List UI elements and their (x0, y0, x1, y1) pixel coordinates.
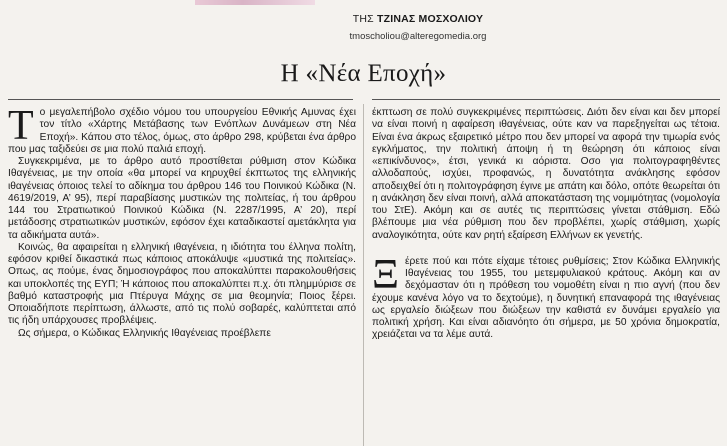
paragraph-2: Συγκεκριμένα, με το άρθρο αυτό προστίθεται ρύθμιση στον Κώδικα Ιθαγένειας, με την οποία «θα μπορεί να κηρυχθεί έκπτωτος της ελληνικής ιθαγένειας όποιος τελεί το αδίκημα του άρθρου 146 του Ποινικού Κώδικα (Ν. 4619/2019, Α’ 95), περί παραβίασης μυστικών της πολιτείας, ή του άρθρου 144 του Στρατιωτικού Ποινικού Κώδικα (Ν. 2287/1995, Α’ 20), περί μετάδοσης στρατιωτικών μυστικών, εφόσον έχει καταδικαστεί αμετάκλητα για τα αδικήματα αυτά». (8, 156, 356, 241)
dropcap-right: Ξ (372, 251, 400, 298)
author-email[interactable]: tmoscholiou@alteregomedia.org (349, 31, 487, 42)
header-image-strip (195, 0, 315, 5)
paragraph-3: Κοινώς, θα αφαιρείται η ελληνική ιθαγένεια, η ιδιότητα του έλληνα πολίτη, εφόσον κριθεί δικαστικά πως κάποιος αποκάλυψε «μυστικά της πολιτείας». Οπως, ας πούμε, ένας δημοσιογράφος που αποκαλύπτει παρακολουθήσεις και υποκλοπές της ΕΥΠ; Ή κάποιος που αποκαλύπτει π.χ. ότι πλημμύρισε σε βαθμό καταστροφής μια Πτέρυγα Μάχης σε μια θεομηνία; Ποιος ξέρει. Οποιαδήποτε περίπτωση, άλλωστε, από τις πολύ σοβαρές, καλύπτεται από τις ήδη υπάρχουσες προβλέψεις. (8, 241, 356, 327)
dropcap-left: Τ (8, 103, 34, 149)
article-column-left (8, 103, 356, 340)
byline-prefix: ΤΗΣ (352, 13, 377, 25)
rule-right (372, 99, 720, 100)
author-byline (268, 13, 568, 25)
article-column-right (372, 107, 720, 342)
author-name: ΤΖΙΝΑΣ ΜΟΣΧΟΛΙΟΥ (376, 13, 484, 25)
paragraph-5: έκπτωση σε πολύ συγκεκριμένες περιπτώσεις. Διότι δεν είναι και δεν μπορεί να είναι ποινή η αφαίρεση ιθαγένειας, ούτε καν να παρεξηγείται ως τέτοια. Είναι ένα άκρως εξαιρετικό μέτρο που δεν μπορεί να αφορά την τιμωρία ενός εγκλήματος, την πολιτική άποψη ή τη θεώρηση ότι κάποιος είναι «επικίνδυνος», έτσι, γενικά κι αόριστα. Οσο για πολιτογραφηθέντες αλλοδαπούς, ισχύει, προφανώς, η δυνατότητα ανάκλησης εφόσον αποδειχθεί ότι η πολιτογράφηση έγινε με απάτη και δόλο, οπότε θεωρείται ότι η ανάκληση δεν είναι ποινή, αλλά αποκατάσταση της νομιμότητας (νομολογία του ΣτΕ). Ακόμη και σε αυτές τις περιπτώσεις γίνεται στάθμιση. Εδώ βλέπουμε μια νέα ρύθμιση που δεν προβλέπει, χωρίς στάθμιση, χωρίς αναλογικότητα, ούτε καν ρητή εξαίρεση Ελλήνων εκ γενετής. (372, 107, 720, 241)
paragraph-4: Ως σήμερα, ο Κώδικας Ελληνικής Ιθαγένειας προέβλεπε (18, 327, 271, 339)
rule-left (8, 99, 353, 100)
paragraph-6-text: έρετε πού και πότε είχαμε τέτοιες ρυθμίσεις; Στον Κώδικα Ελληνικής Ιθαγένειας του 1955, του μετεμφυλιακού κράτους. Ακόμη και αν δεχόμασταν ότι η πρόθεση του νομοθέτη είναι η πιο αγνή (που δεν έχουμε κανένα λόγο να το δεχτούμε), η δυνητική επαναφορά της ιθαγένειας ως εργαλείο διώξεων που διώξεων την καθιστά εν δυνάμει εργαλείο για πολιτική χρήση. Και είναι αδιανόητο ότι σήμερα, με 50 χρόνια δημοκρατία, χρειάζεται να τα λέμε αυτά. (372, 255, 720, 341)
article-headline: Η «Νέα Εποχή» (280, 60, 447, 87)
paragraph-1 (8, 103, 356, 156)
paragraph-1-text: ο μεγαλεπήβολο σχέδιο νόμου του υπουργείου Εθνικής Αμυνας έχει τον τίτλο «Χάρτης Μετάβασης των Ενόπλων Δυνάμεων στη Νέα Εποχή». Κάπου στο τέλος, όμως, στο άρθρο 298, κρύβεται ένα άρθρο που μας ταξιδεύει σε μια πολύ παλιά εποχή. (8, 107, 356, 155)
column-separator (363, 104, 364, 446)
paragraph-6 (372, 251, 720, 342)
paragraph-gap (372, 242, 720, 256)
